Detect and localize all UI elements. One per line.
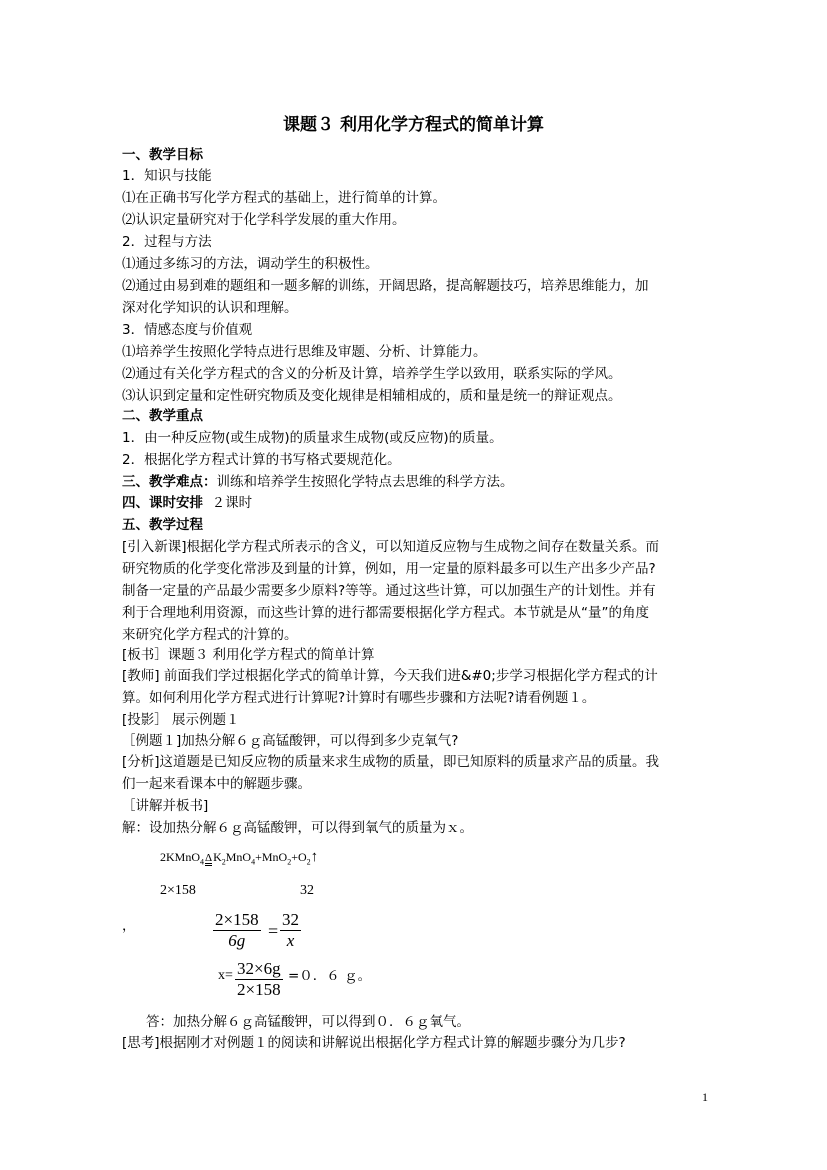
text-line: 来研究化学方程式的汁算的。 xyxy=(122,627,298,643)
text-line: ⑵认识定量研究对于化学科学发展的重大作用。 xyxy=(122,212,406,228)
page-number: 1 xyxy=(702,1090,708,1104)
section-heading-schedule: 四、课时安排 xyxy=(122,495,203,511)
text-line: 1．由一种反应物(或生成物)的质量求生成物(或反应物)的质量。 xyxy=(122,430,503,446)
mass-left: 2×158 xyxy=(160,883,196,898)
schedule-line xyxy=(122,494,252,512)
text-line: ⑴在正确书写化学方程式的基础上，进行简单的计算。 xyxy=(122,190,446,206)
text-line: [板书］课题３ 利用化学方程式的简单计算 xyxy=(122,647,375,663)
text-line: ⑵通过由易到难的题组和一题多解的训练，开阔思路，提高解题技巧，培养思维能力，加 xyxy=(122,278,649,294)
text-line: 们一起来看课本中的解题步骤。 xyxy=(122,776,311,792)
schedule-text: ２课时 xyxy=(211,495,253,511)
text-line: 2．根据化学方程式计算的书写格式要规范化。 xyxy=(122,452,401,468)
mass-right: 32 xyxy=(300,883,314,898)
text-line: ⑴通过多练习的方法，调动学生的积极性。 xyxy=(122,256,379,272)
difficulty-line xyxy=(122,473,514,491)
up-arrow-icon: ↑ xyxy=(310,849,319,865)
text-line: ⑶认识到定量和定性研究物质及变化规律是相辅相成的，质和量是统一的辩证观点。 xyxy=(122,388,622,404)
text-line: [教师] 前面我们学过根据化学式的简单计算，今天我们进&#0;步学习根据化学方程式的计 xyxy=(122,668,658,684)
text-line: [投影］ 展示例题１ xyxy=(122,712,240,728)
comma: ， xyxy=(122,918,136,934)
text-line: 解：设加热分解６ｇ高锰酸钾，可以得到氧气的质量为ｘ。 xyxy=(122,820,473,836)
think-line: [思考]根据刚才对例题１的阅读和讲解说出根据化学方程式计算的解题步骤分为几步? xyxy=(122,1035,626,1051)
text-line: 利于合理地利用资源，而这些计算的进行都需要根据化学方程式。本节就是从“量”的角度 xyxy=(122,605,649,621)
text-line: ⑵通过有关化学方程式的含义的分析及计算，培养学生学以致用，联系实际的学风。 xyxy=(122,366,622,382)
fraction-left: $\frac{2\times 158}{6g}$ xyxy=(215,910,259,950)
text-line: 研究物质的化学变化常涉及到量的计算，例如，用一定量的原料最多可以生产出多少产品? xyxy=(122,561,656,577)
section-heading-key-points: 二、教学重点 xyxy=(122,408,203,424)
text-line: 2．过程与方法 xyxy=(122,234,212,250)
text-line: 制备一定量的产品最少需要多少原料?等等。通过这些计算，可以加强生产的计划性。并有 xyxy=(122,583,656,599)
text-line: 算。如何利用化学方程式进行计算呢?计算时有哪些步骤和方法呢?请看例题１。 xyxy=(122,690,596,706)
section-heading-difficulty: 三、教学难点： xyxy=(122,474,217,490)
text-line: 深对化学知识的认识和理解。 xyxy=(122,300,298,316)
solution-result: =０．６ ｇ。 xyxy=(288,968,372,984)
equals-sign: = xyxy=(268,921,279,941)
text-line: 1．知识与技能 xyxy=(122,168,212,184)
section-heading-objectives: 一、教学目标 xyxy=(122,147,203,163)
text-line: ［讲解并板书] xyxy=(122,798,209,814)
heat-condition-symbol: Δ xyxy=(205,852,213,864)
fraction-right: $\frac{32}{x}$ xyxy=(282,910,299,950)
text-line: [引入新课]根据化学方程式所表示的含义，可以知道反应物与生成物之间存在数量关系。而 xyxy=(122,539,660,555)
section-heading-process: 五、教学过程 xyxy=(122,517,203,533)
solution-fraction: $\frac{32\times 6g}{2\times 158}$ xyxy=(237,959,281,999)
text-line: ⑴培养学生按照化学特点进行思维及审题、分析、计算能力。 xyxy=(122,344,487,360)
difficulty-text: 训练和培养学生按照化学特点去思维的科学方法。 xyxy=(216,474,514,490)
text-line: ［例题１]加热分解６ｇ高锰酸钾，可以得到多少克氧气? xyxy=(122,733,459,749)
chemical-equation: $2KMnO_4\Delta K_2MnO_4+MnO_2+O_2↑$ xyxy=(160,849,319,867)
answer-line: 答：加热分解６ｇ高锰酸钾，可以得到０．６ｇ氧气。 xyxy=(146,1014,470,1030)
text-line: [分析]这道题是已知反应物的质量来求生成物的质量，即已知原料的质量求产品的质量。我 xyxy=(122,754,660,770)
page-title: 课题３ 利用化学方程式的简单计算 xyxy=(283,115,544,135)
solution-prefix: x= xyxy=(218,968,233,983)
text-line: 3．情感态度与价值观 xyxy=(122,322,253,338)
